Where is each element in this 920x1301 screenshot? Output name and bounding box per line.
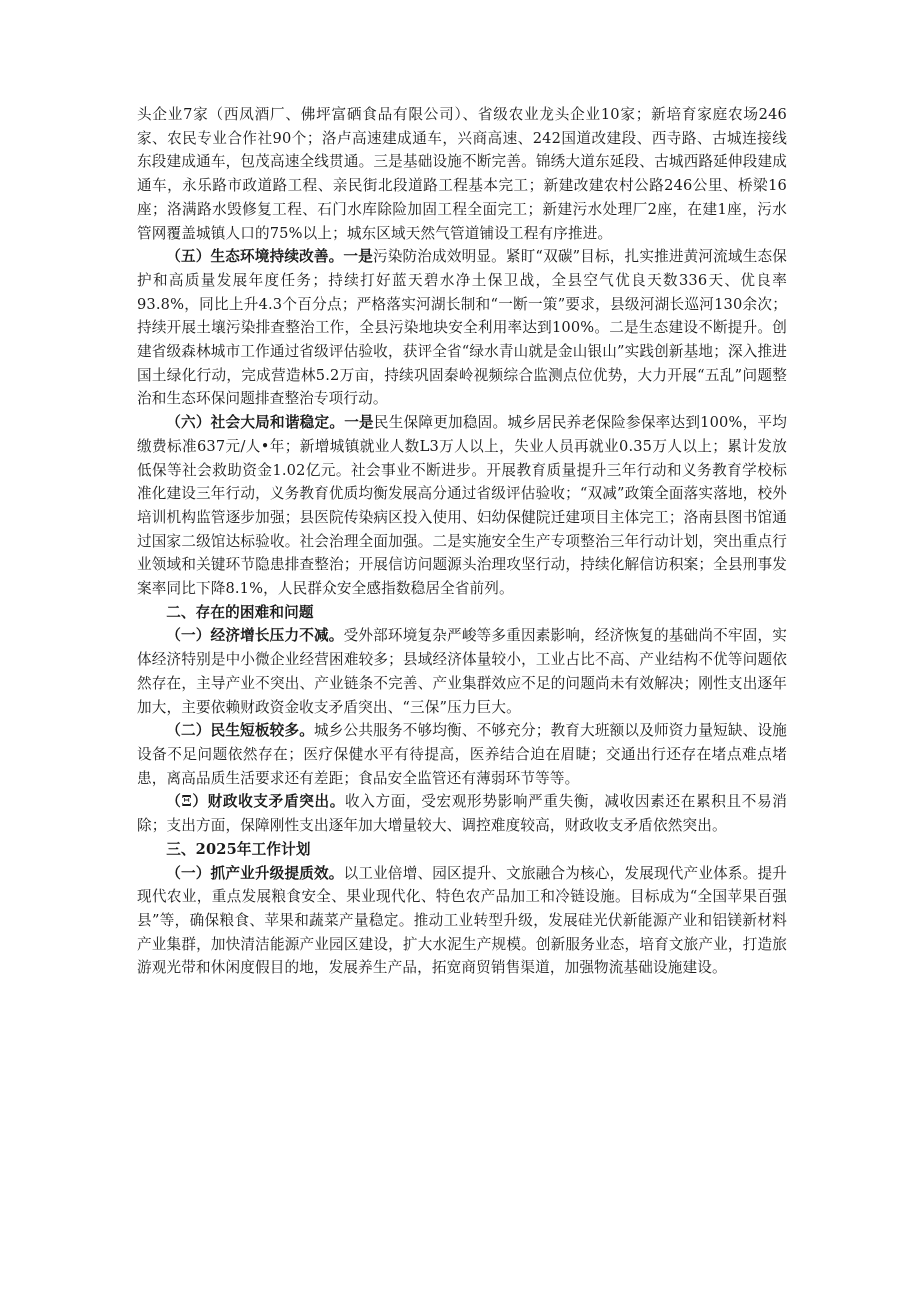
- section-title-social: （六）社会大局和谐稳定。: [166, 414, 345, 432]
- paragraph-industry: （一）抓产业升级提质效。以工业倍增、园区提升、文旅融合为核心，发展现代产业体系。提升现代农业，重点发展粮食安全、果业现代化、特色农产品加工和冷链设施。目标成为“全国苹果百强县”等，确保粮食、苹果和蔬菜产量稳定。推动工业转型升级，发展硅光伏新能源产业和铝镁新材料产业集群，加快清洁能源产业园区建设，扩大水泥生产规模。创新服务业态，培育文旅产业，打造旅游观光带和休闲度假目的地，发展养生产品，拓宽商贸销售渠道，加强物流基础设施建设。: [137, 864, 787, 977]
- paragraph-ecology: （五）生态环境持续改善。一是污染防治成效明显。紧盯“双碳”目标，扎实推进黄河流域生态保护和高质量发展年度任务；持续打好蓝天碧水净土保卫战，全县空气优良天数336天、优良率93.8%，同比上升4.3个百分点；严格落实河湖长制和“一断一策”要求，县级河湖长巡河130余次；持续开展土壤污染排查整治工作，全县污染地块安全利用率达到100%。二是生态建设不断提升。创建省级森林城市工作通过省级评估验收，获评全省“绿水青山就是金山银山”实践创新基地；深入推进国土绿化行动，完成营造林5.2万亩，持续巩固秦岭视频综合监测点位优势，大力开展“五乱”问题整治和生态环保问题排查整治专项行动。: [137, 248, 787, 408]
- paragraph-infrastructure: 头企业7家（西凤酒厂、佛坪富硒食品有限公司）、省级农业龙头企业10家；新培育家庭农场246家、农民专业合作社90个；洛卢高速建成通车，兴商高速、242国道改建段、西寺路、古城连接线东段建成通车，包茂高速全线贯通。三是基础设施不断完善。锦绣大道东延段、古城西路延伸段建成通车，永乐路市政道路工程、亲民街北段道路工程基本完工；新建改建农村公路246公里、桥梁16座；洛满路水毁修复工程、石门水库除险加固工程全面完工；新建污水处理厂2座，在建1座，污水管网覆盖城镇人口的75%以上；城东区域天然气管道铺设工程有序推进。: [137, 106, 787, 242]
- section-title-economy: （一）经济增长压力不减。: [166, 627, 344, 645]
- section-title-finance: （Ξ）财政收支矛盾突出。: [166, 793, 345, 811]
- document-body: [137, 103, 787, 980]
- paragraph-livelihood: （二）民生短板较多。城乡公共服务不够均衡、不够充分；教育大班额以及师资力量短缺、设施设备不足问题依然存在；医疗保健水平有待提高，医养结合迫在眉睫；交通出行还存在堵点难点堵患，离高品质生活要求还有差距；食品安全监管还有薄弱环节等等。: [137, 722, 787, 787]
- heading-work-plan: 三、2025年工作计划: [166, 840, 311, 858]
- section-title-ecology: （五）生态环境持续改善。: [166, 248, 344, 266]
- paragraph-finance: （Ξ）财政收支矛盾突出。收入方面，受宏观形势影响严重失衡，减收因素还在累积且不易消除；支出方面，保障刚性支出逐年加大增量较大、调控难度较高，财政收支矛盾依然突出。: [137, 793, 787, 835]
- section-title-livelihood: （二）民生短板较多。: [166, 722, 315, 740]
- lead-marker: 一是: [344, 414, 374, 432]
- paragraph-economy-pressure: （一）经济增长压力不减。受外部环境复杂严峻等多重因素影响，经济恢复的基础尚不牢固，实体经济特别是中小微企业经营困难较多；县域经济体量较小，工业占比不高、产业结构不优等问题依然存在，主导产业不突出、产业链条不完善、产业集群效应不足的问题尚未有效解决；刚性支出逐年加大，主要依赖财政资金收支矛盾突出、“三保”压力巨大。: [137, 627, 787, 716]
- section-title-industry: （一）抓产业升级提质效。: [166, 864, 344, 882]
- paragraph-social: （六）社会大局和谐稳定。一是民生保障更加稳固。城乡居民养老保险参保率达到100%，平均缴费标准637元/人•年；新增城镇就业人数L3万人以上，失业人员再就业0.35万人以上；累计发放低保等社会救助资金1.02亿元。社会事业不断进步。开展教育质量提升三年行动和义务教育学校标准化建设三年行动，义务教育优质均衡发展高分通过省级评估验收；“双减”政策全面落实落地，校外培训机构监管逐步加强；县医院传染病区投入使用、妇幼保健院迁建项目主体完工；洛南县图书馆通过国家二级馆达标验收。社会治理全面加强。二是实施安全生产专项整治三年行动计划，突出重点行业领域和关键环节隐患排查整治；开展信访问题源头治理攻坚行动，持续化解信访积案；全县刑事发案率同比下降8.1%，人民群众安全感指数稳居全省前列。: [137, 414, 787, 598]
- lead-marker: 一是: [343, 248, 373, 266]
- heading-problems: 二、存在的困难和问题: [166, 603, 314, 621]
